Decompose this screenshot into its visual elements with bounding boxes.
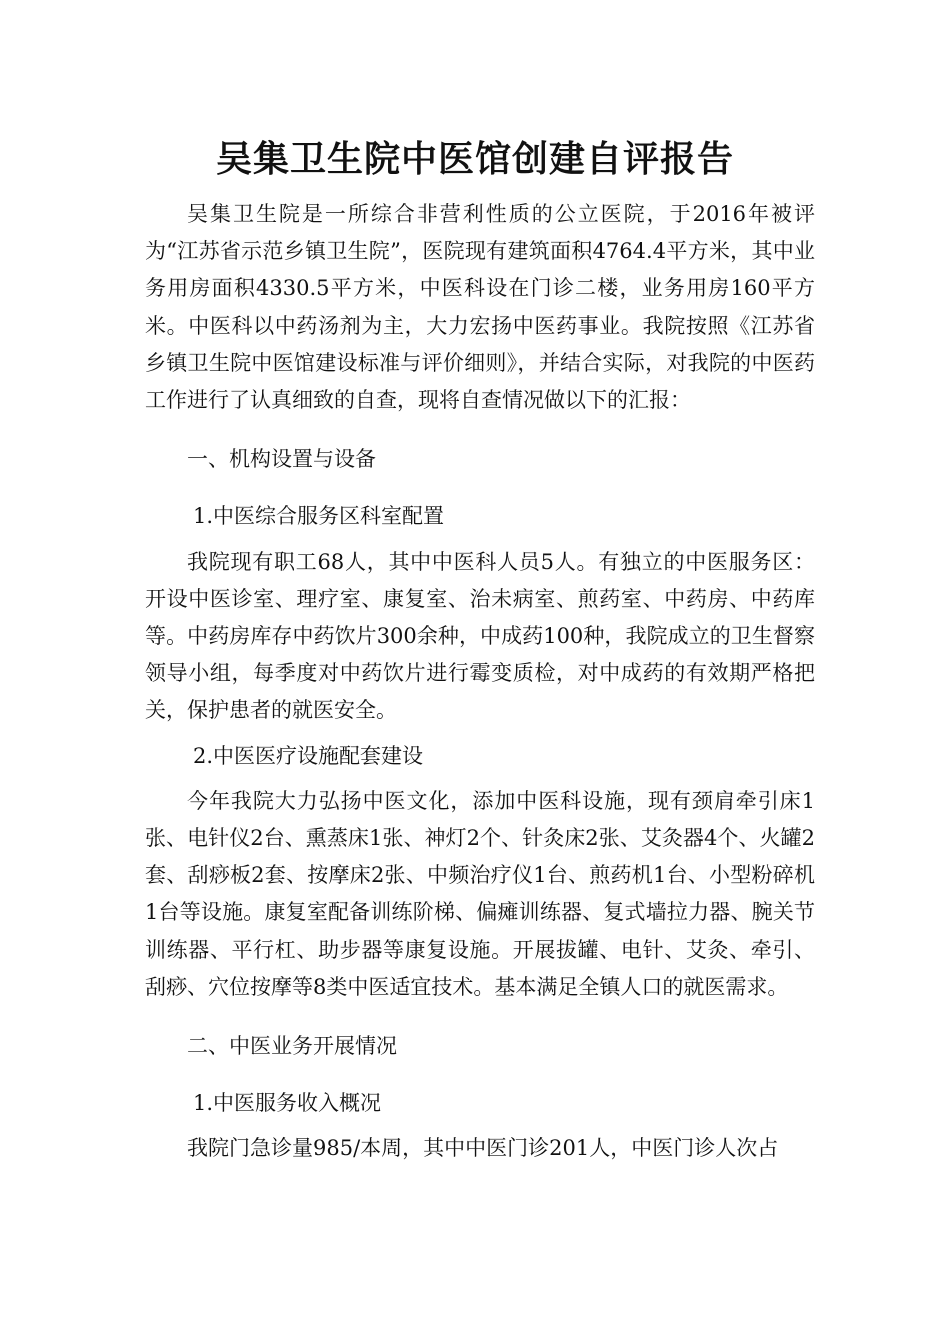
section-heading-2: 二、中医业务开展情况 [187, 1034, 397, 1059]
subsection-text-1-1: 我院现有职工68人，其中中医科人员5人。有独立的中医服务区：开设中医诊室、理疗室、康复室、治未病室、煎药室、中药房、中药库等。中药房库存中药饮片300余种，中成药100种，我院成立的卫生督察领导小组，每季度对中药饮片进行霉变质检，对中成药的有效期严格把关，保护患者的就医安全。 [145, 549, 815, 723]
intro-paragraph: 吴集卫生院是一所综合非营利性质的公立医院，于2016年被评为“江苏省示范乡镇卫生院”，医院现有建筑面积4764.4平方米，其中业务用房面积4330.5平方米，中医科设在门诊二楼，业务用房160平方米。中医科以中药汤剂为主，大力宏扬中医药事业。我院按照《江苏省乡镇卫生院中医馆建设标准与评价细则》，并结合实际，对我院的中医药工作进行了认真细致的自查，现将自查情况做以下的汇报： [145, 202, 815, 413]
document-body [145, 196, 815, 1168]
section-heading-1: 一、机构设置与设备 [187, 447, 376, 472]
subsection-heading-1-2: 2.中医医疗设施配套建设 [193, 743, 424, 768]
subsection-text-2-1: 我院门急诊量985/本周，其中中医门诊201人，中医门诊人次占 [187, 1136, 779, 1161]
subsection-text-1-2: 今年我院大力弘扬中医文化，添加中医科设施，现有颈肩牵引床1张、电针仪2台、熏蒸床1张、神灯2个、针灸床2张、艾灸器4个、火罐2套、刮痧板2套、按摩床2张、中频治疗仪1台、煎药机1台、小型粉碎机1台等设施。康复室配备训练阶梯、偏瘫训练器、复式墙拉力器、腕关节训练器、平行杠、助步器等康复设施。开展拔罐、电针、艾灸、牵引、刮痧、穴位按摩等8类中医适宜技术。基本满足全镇人口的就医需求。 [145, 788, 815, 999]
subsection-heading-1-1: 1.中医综合服务区科室配置 [193, 504, 445, 529]
document-title: 吴集卫生院中医馆创建自评报告 [215, 138, 734, 180]
subsection-heading-2-1: 1.中医服务收入概况 [193, 1091, 382, 1116]
